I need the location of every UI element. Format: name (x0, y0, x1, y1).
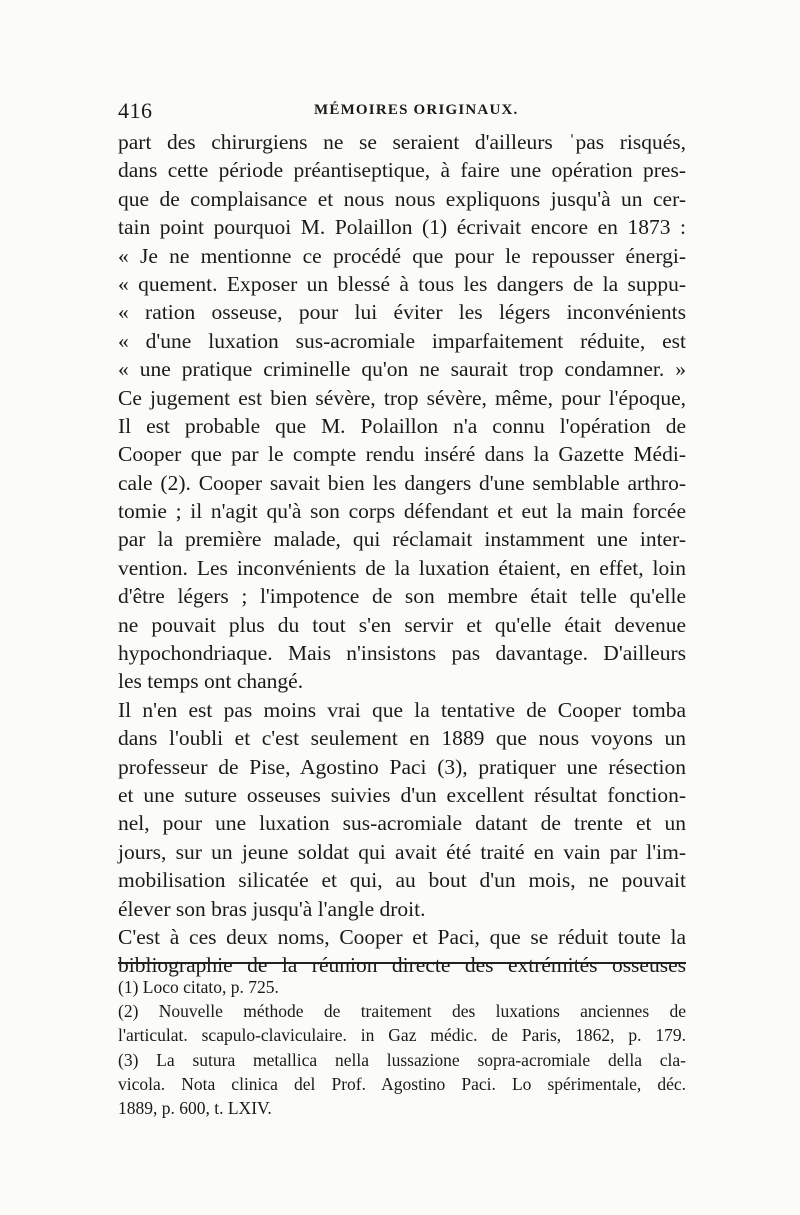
text-line: « une pratique criminelle qu'on ne saurait trop condamner. » (118, 357, 686, 382)
text-line: ne pouvait plus du tout s'en servir et qu'elle était devenue (118, 612, 686, 637)
footnote-line: 1889, p. 600, t. LXIV. (118, 1097, 272, 1118)
text-line: vention. Les inconvénients de la luxation étaient, en effet, loin (118, 555, 686, 580)
text-line: nel, pour une luxation sus-acromiale datant de trente et un (118, 811, 686, 836)
footnote-line: (1) Loco citato, p. 725. (118, 977, 279, 997)
text-line: tain point pourquoi M. Polaillon (1) écrivait encore en 1873 : (118, 215, 686, 240)
text-line: par la première malade, qui réclamait instamment une inter- (118, 527, 686, 552)
text-line: « d'une luxation sus-acromiale imparfaitement réduite, est (118, 328, 686, 353)
text-line: d'être légers ; l'impotence de son membre était telle qu'elle (118, 584, 686, 609)
page-header (118, 96, 686, 126)
footnote-divider (118, 962, 686, 964)
text-line: hypochondriaque. Mais n'insistons pas davantage. D'ailleurs (118, 641, 686, 666)
footnote-line: vicola. Nota clinica del Prof. Agostino Paci. Lo spérimentale, déc. (118, 1073, 686, 1094)
text-line: part des chirurgiens ne se seraient d'ailleurs ˈpas risqués, (118, 130, 686, 154)
text-line: « ration osseuse, pour lui éviter les légers inconvénients (118, 300, 686, 325)
text-line: que de complaisance et nous nous expliquons jusqu'à un cer- (118, 186, 686, 211)
text-line: dans cette période préantiseptique, à faire une opération pres- (118, 158, 686, 183)
text-line: « quement. Exposer un blessé à tous les dangers de la suppu- (118, 271, 686, 296)
text-line: professeur de Pise, Agostino Paci (3), pratiquer une résection (118, 754, 686, 779)
text-line: et une suture osseuses suivies d'un excellent résultat fonction- (118, 782, 686, 807)
text-line: mobilisation silicatée et qui, au bout d'un mois, ne pouvait (118, 868, 686, 893)
footnote-line: l'articulat. scapulo-claviculaire. in Gaz médic. de Paris, 1862, p. 179. (118, 1025, 686, 1046)
footnote-line: (3) La sutura metallica nella lussazione sopra-acromiale della cla- (118, 1049, 686, 1070)
text-line: bibliographie de la réunion directe des extrémités osseuses (118, 953, 686, 978)
text-line: « Je ne mentionne ce procédé que pour le repousser énergi- (118, 243, 686, 268)
text-line: Cooper que par le compte rendu inséré dans la Gazette Médi- (118, 442, 686, 467)
running-title: MÉMOIRES ORIGINAUX. (314, 102, 519, 118)
body-text (118, 128, 686, 980)
text-line: Il n'en est pas moins vrai que la tentative de Cooper tomba (118, 697, 686, 722)
page-number: 416 (118, 98, 153, 123)
text-line: élever son bras jusqu'à l'angle droit. (118, 896, 426, 921)
text-line: dans l'oubli et c'est seulement en 1889 que nous voyons un (118, 726, 686, 751)
text-line: C'est à ces deux noms, Cooper et Paci, que se réduit toute la (118, 924, 686, 949)
text-line: tomie ; il n'agit qu'à son corps défendant et eut la main forcée (118, 499, 686, 524)
text-line: cale (2). Cooper savait bien les dangers d'une semblable arthro- (118, 470, 686, 495)
footnote-line: (2) Nouvelle méthode de traitement des luxations anciennes de (118, 1001, 686, 1022)
text-line: Il est probable que M. Polaillon n'a connu l'opération de (118, 413, 686, 438)
text-line: les temps ont changé. (118, 669, 304, 694)
text-line: jours, sur un jeune soldat qui avait été traité en vain par l'im- (118, 839, 686, 864)
footnotes (118, 975, 686, 1120)
text-line: Ce jugement est bien sévère, trop sévère, même, pour l'époque, (118, 385, 686, 410)
